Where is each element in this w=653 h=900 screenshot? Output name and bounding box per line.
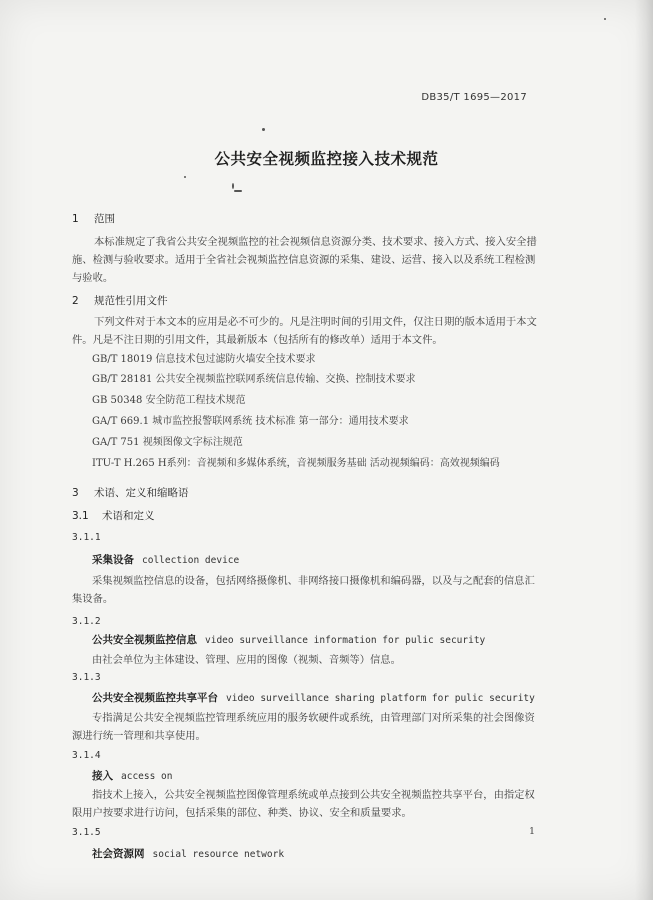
subsection-number: 3.1 xyxy=(72,510,89,522)
term-entry xyxy=(92,846,284,861)
scan-speck xyxy=(234,190,242,192)
clause-number: 3.1.5 xyxy=(72,827,101,838)
term-entry xyxy=(92,768,172,783)
term-entry xyxy=(92,690,535,705)
page-number: 1 xyxy=(528,826,535,837)
section-title: 规范性引用文件 xyxy=(94,295,168,307)
page-edge-shadow xyxy=(635,0,653,900)
term-definition: 采集视频监控信息的设备，包括网络摄像机、非网络接口摄像机和编码器，以及与之配套的信息汇集设备。 xyxy=(72,575,535,605)
section-title: 范围 xyxy=(94,213,115,225)
section-heading xyxy=(72,293,168,308)
clause-number: 3.1.1 xyxy=(72,532,101,543)
scan-speck xyxy=(184,176,186,178)
reference-item: GA/T 669.1 城市监控报警联网系统 技术标准 第一部分：通用技术要求 xyxy=(92,416,409,427)
standard-code: DB35/T 1695—2017 xyxy=(421,92,527,103)
section-title: 术语、定义和缩略语 xyxy=(94,487,189,499)
scan-speck xyxy=(262,128,265,131)
section-heading xyxy=(72,485,189,500)
term-en: collection device xyxy=(142,555,240,566)
references-intro: 下列文件对于本文本的应用是必不可少的。凡是注明时间的引用文件，仅注日期的版本适用于本文件。凡是不注日期的引用文件，其最新版本（包括所有的修改单）适用于本文件。 xyxy=(72,316,537,346)
reference-item: GA/T 751 视频图像文字标注规范 xyxy=(92,437,243,448)
term-en: social resource network xyxy=(152,849,285,860)
reference-item: GB/T 18019 信息技术包过滤防火墙安全技术要求 xyxy=(92,354,316,365)
term-cn: 公共安全视频监控信息 xyxy=(92,634,197,646)
term-cn: 接入 xyxy=(92,770,113,782)
term-definition: 指技术上接入，公共安全视频监控图像管理系统或单点接到公共安全视频监控共享平台，由指定权限用户按要求进行访问，包括采集的部位、种类、协议、安全和质量要求。 xyxy=(72,789,535,819)
term-entry xyxy=(92,552,239,567)
term-en: video surveillance information for pulic security xyxy=(205,635,486,646)
clause-number: 3.1.4 xyxy=(72,750,101,761)
reference-item: GB 50348 安全防范工程技术规范 xyxy=(92,395,246,406)
section-number: 1 xyxy=(72,213,79,225)
scope-paragraph: 本标准规定了我省公共安全视频监控的社会视频信息资源分类、技术要求、接入方式、接入安全措施、检测与验收要求。适用于全省社会视频监控信息资源的采集、建设、运营、接入以及系统工程检测与验收。 xyxy=(72,236,537,284)
section-number: 2 xyxy=(72,295,79,307)
subsection-heading xyxy=(72,508,155,523)
term-cn: 公共安全视频监控共享平台 xyxy=(92,692,218,704)
reference-item: GB/T 28181 公共安全视频监控联网系统信息传输、交换、控制技术要求 xyxy=(92,374,416,385)
subsection-title: 术语和定义 xyxy=(102,510,155,522)
term-definition: 由社会单位为主体建设、管理、应用的图像（视频、音频等）信息。 xyxy=(92,654,401,666)
term-cn: 社会资源网 xyxy=(92,848,145,860)
term-entry xyxy=(92,632,485,647)
clause-number: 3.1.3 xyxy=(72,672,101,683)
term-definition: 专指满足公共安全视频监控管理系统应用的服务软硬件或系统，由管理部门对所采集的社会图像资源进行统一管理和共享使用。 xyxy=(72,712,535,742)
section-number: 3 xyxy=(72,487,79,499)
clause-number: 3.1.2 xyxy=(72,616,101,627)
term-en: access on xyxy=(121,771,173,782)
section-heading xyxy=(72,211,115,226)
reference-item: ITU-T H.265 H系列：音视频和多媒体系统，音视频服务基础 活动视频编码：高效视频编码 xyxy=(92,458,500,469)
scan-speck xyxy=(232,183,234,189)
scan-speck xyxy=(604,18,606,20)
term-cn: 采集设备 xyxy=(92,554,134,566)
page-title: 公共安全视频监控接入技术规范 xyxy=(214,150,439,168)
term-en: video surveillance sharing platform for pulic security xyxy=(226,693,535,704)
